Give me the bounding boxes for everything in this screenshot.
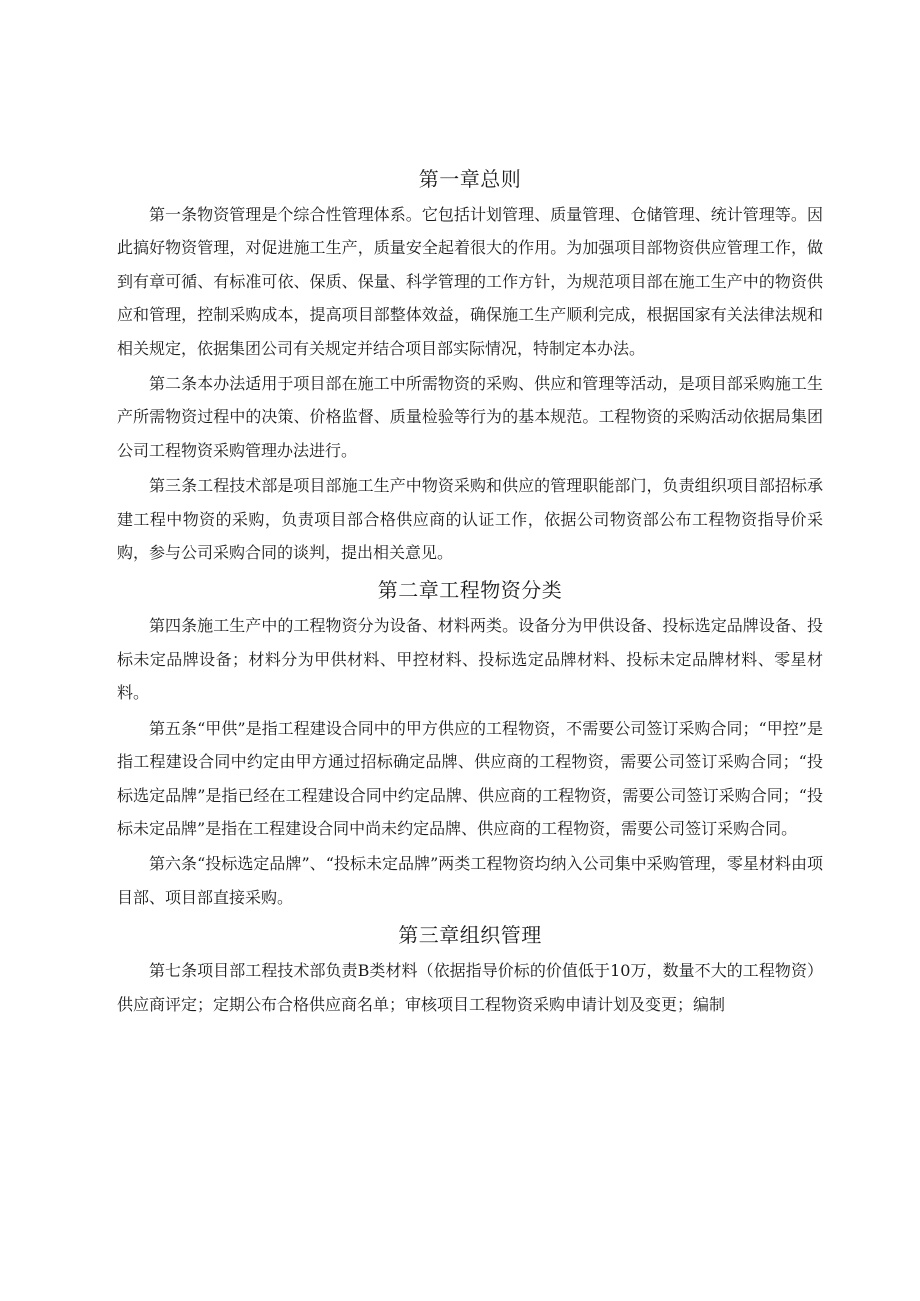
chapter-2 — [117, 571, 823, 914]
article-4: 第四条施工生产中的工程物资分为设备、材料两类。设备分为甲供设备、投标选定品牌设备、投标未定品牌设备；材料分为甲供材料、甲控材料、投标选定品牌材料、投标未定品牌材料、零星材料。 — [117, 616, 823, 703]
chapter-title: 第一章总则 — [418, 167, 522, 191]
article-2: 第二条本办法适用于项目部在施工中所需物资的采购、供应和管理等活动，是项目部采购施工生产所需物资过程中的决策、价格监督、质量检验等行为的基本规范。工程物资的采购活动依据局集团公司工程物资采购管理办法进行。 — [117, 374, 823, 460]
chapter-3 — [117, 916, 823, 1021]
chapter-title: 第三章组织管理 — [398, 923, 542, 948]
article-1: 第一条物资管理是个综合性管理体系。它包括计划管理、质量管理、仓储管理、统计管理等。因此搞好物资管理，对促进施工生产，质量安全起着很大的作用。为加强项目部物资供应管理工作，做到有章可循、有标准可依、保质、保量、科学管理的工作方针，为规范项目部在施工生产中的物资供应和管理，控制采购成本，提高项目部整体效益，确保施工生产顺利完成，根据国家有关法律法规和相关规定，依据集团公司有关规定并结合项目部实际情况，特制定本办法。 — [117, 205, 823, 358]
article-6: 第六条“投标选定品牌”、“投标未定品牌”两类工程物资均纳入公司集中采购管理，零星材料由项目部、项目部直接采购。 — [117, 854, 823, 907]
article-7: 第七条项目部工程技术部负责B类材料（依据指导价标的价值低于10万，数量不大的工程物资）供应商评定；定期公布合格供应商名单；审核项目工程物资采购申请计划及变更；编制 — [117, 961, 823, 1014]
chapter-title: 第二章工程物资分类 — [377, 578, 563, 603]
article-5: 第五条“甲供”是指工程建设合同中的甲方供应的工程物资，不需要公司签订采购合同；“甲控”是指工程建设合同中约定由甲方通过招标确定品牌、供应商的工程物资，需要公司签订采购合同；“投标选定品牌”是指已经在工程建设合同中约定品牌、供应商的工程物资，需要公司签订采购合同；“投标未定品牌”是指在工程建设合同中尚未约定品牌、供应商的工程物资，需要公司签订采购合同。 — [117, 718, 823, 838]
article-3: 第三条工程技术部是项目部施工生产中物资采购和供应的管理职能部门，负责组织项目部招标承建工程中物资的采购，负责项目部合格供应商的认证工作，依据公司物资部公布工程物资指导价采购，参与公司采购合同的谈判，提出相关意见。 — [117, 476, 823, 563]
document-page — [117, 160, 823, 1023]
chapter-1 — [117, 160, 823, 569]
